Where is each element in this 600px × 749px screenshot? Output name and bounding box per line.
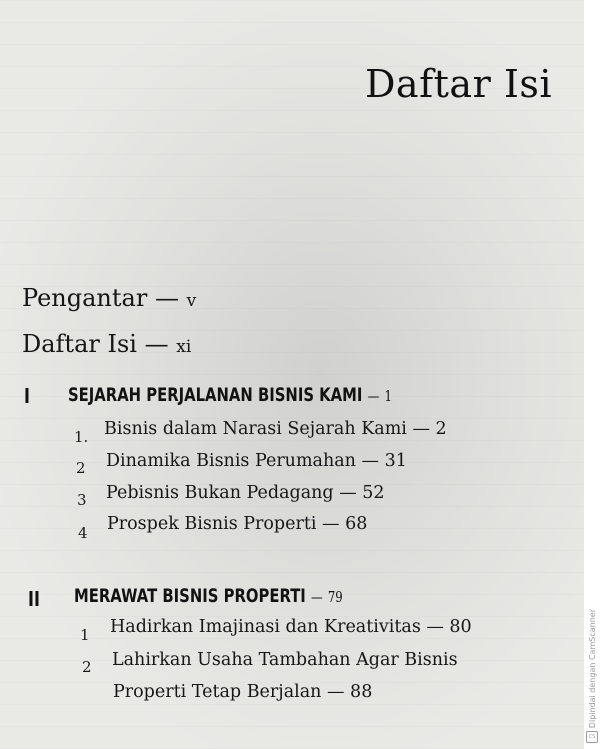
- part-title-text: SEJARAH PERJALANAN BISNIS KAMI: [68, 384, 363, 406]
- chapter-number: 1: [80, 626, 90, 644]
- camscanner-logo-icon: CS: [586, 731, 598, 743]
- front-matter-daftar-isi: [22, 330, 191, 358]
- chapter-title: Dinamika Bisnis Perumahan — 31: [106, 451, 407, 471]
- chapter-number: 2: [76, 459, 86, 477]
- part-page: 1: [384, 387, 392, 405]
- scanner-watermark: [585, 593, 599, 743]
- part-separator: —: [367, 387, 380, 405]
- front-matter-label: Pengantar: [22, 284, 148, 312]
- front-matter-page: xi: [176, 337, 192, 357]
- chapter-title: Prospek Bisnis Properti — 68: [107, 514, 368, 534]
- part-separator: —: [310, 588, 323, 606]
- part-title: [68, 384, 392, 406]
- front-matter-label: Daftar Isi: [22, 330, 137, 358]
- chapter-title-continuation: Properti Tetap Berjalan — 88: [113, 682, 373, 702]
- chapter-title: Pebisnis Bukan Pedagang — 52: [106, 483, 385, 503]
- part-title-text: MERAWAT BISNIS PROPERTI: [74, 585, 306, 607]
- scan-margin: [584, 0, 600, 749]
- chapter-number: 1.: [74, 428, 89, 446]
- chapter-title: Bisnis dalam Narasi Sejarah Kami — 2: [104, 419, 447, 439]
- part-numeral: I: [24, 384, 30, 408]
- part-numeral: II: [28, 587, 40, 611]
- chapter-number: 3: [77, 491, 87, 509]
- chapter-title: Hadirkan Imajinasi dan Kreativitas — 80: [110, 617, 472, 637]
- chapter-number: 4: [78, 524, 88, 542]
- front-matter-page: v: [186, 291, 197, 311]
- front-matter-separator: —: [154, 284, 179, 312]
- page-title: Daftar Isi: [364, 62, 552, 106]
- front-matter-pengantar: [22, 284, 196, 312]
- chapter-number: 2: [82, 658, 92, 676]
- part-title: [74, 585, 343, 607]
- scanner-watermark-text: Dipindai dengan CamScanner: [587, 608, 597, 728]
- chapter-title: Lahirkan Usaha Tambahan Agar Bisnis: [112, 650, 458, 670]
- front-matter-separator: —: [144, 330, 169, 358]
- part-page: 79: [327, 588, 343, 606]
